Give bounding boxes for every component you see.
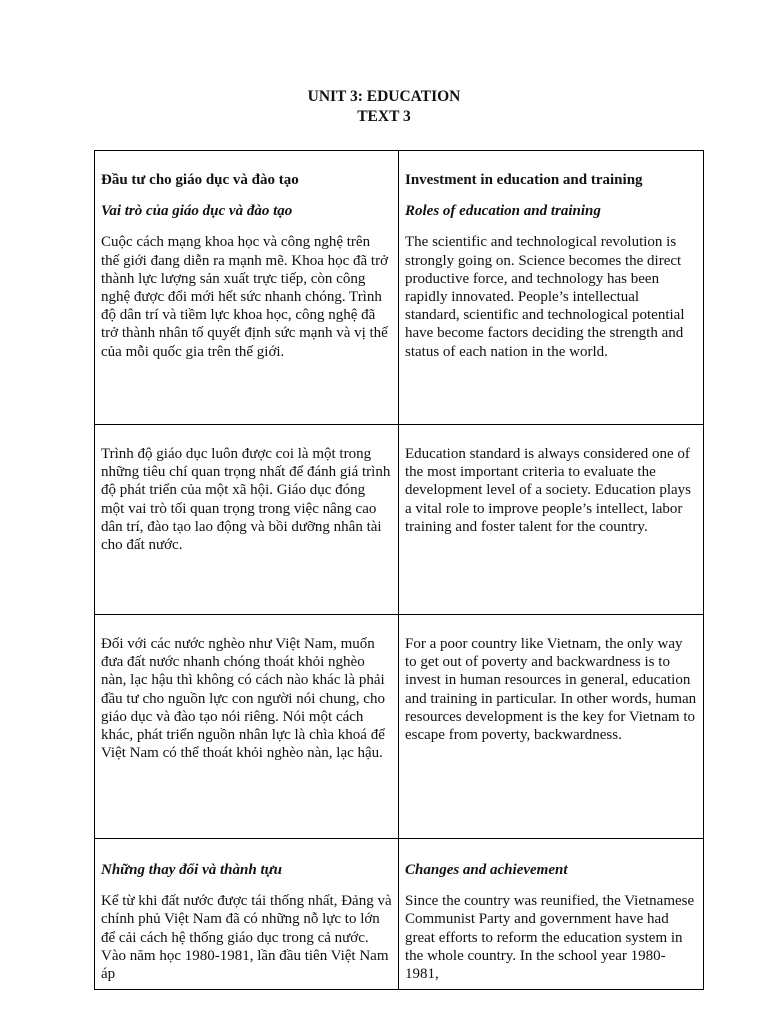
paragraph-en: The scientific and technological revolution is strongly going on. Science becomes the direct productive force, and technology has been rapidly innovated. People’s intellectual standard, scientific and technological potential have become factors deciding the strength and status of each nation in the world. [405, 234, 685, 360]
paragraph-vi: Cuộc cách mạng khoa học và công nghệ trên thế giới đang diễn ra mạnh mẽ. Khoa học đã trở thành lực lượng sản xuất trực tiếp, còn công nghệ được đổi mới hết sức nhanh chóng. Trình độ dân trí và tiềm lực khoa học, công nghệ đã trở thành nhân tố quyết định sức mạnh và vị thế của mỗi quốc gia trên thế giới. [101, 234, 389, 360]
unit-title: UNIT 3: EDUCATION [307, 88, 461, 105]
page-heading [0, 87, 768, 127]
paragraph-vi: Kể từ khi đất nước được tái thống nhất, Đảng và chính phủ Việt Nam đã có những nỗ lực to lớn để cải cách hệ thống giáo dục trong cả nước. Vào năm học 1980-1981, lần đầu tiên Việt Nam áp [101, 893, 392, 983]
vietnamese-cell [95, 615, 399, 839]
vietnamese-cell [95, 425, 399, 615]
section-subheading-vi: Những thay đổi và thành tựu [101, 862, 282, 878]
vietnamese-cell [95, 151, 399, 425]
paragraph-en: For a poor country like Vietnam, the only way to get out of poverty and backwardness is to invest in human resources in general, education and training in particular. In other words, human resources development is the key for Vietnam to escape from poverty, backwardness. [405, 636, 697, 744]
table-row [95, 615, 704, 839]
paragraph-vi: Đối với các nước nghèo như Việt Nam, muốn đưa đất nước nhanh chóng thoát khỏi nghèo nàn, lạc hậu thì không có cách nào khác là phải đầu tư cho nguồn lực con người nói chung, cho giáo dục và đào tạo nói riêng. Nói một cách khác, phát triển nguồn nhân lực là chìa khoá để Việt Nam có thể thoát khỏi nghèo nàn, lạc hậu. [101, 636, 385, 762]
section-subheading-en: Changes and achievement [405, 862, 568, 878]
paragraph-en: Since the country was reunified, the Vietnamese Communist Party and government have had great efforts to reform the education system in the whole country. In the school year 1980-1981, [405, 893, 695, 983]
table-row [95, 151, 704, 425]
table-row [95, 425, 704, 615]
text-number: TEXT 3 [357, 108, 411, 125]
paragraph-vi: Trình độ giáo dục luôn được coi là một trong những tiêu chí quan trọng nhất để đánh giá trình độ phát triển của một xã hội. Giáo dục đóng một vai trò tối quan trọng trong việc nâng cao dân trí, đào tạo lao động và bồi dưỡng nhân tài cho đất nước. [101, 446, 391, 554]
section-heading-vi: Đầu tư cho giáo dục và đào tạo [101, 172, 299, 188]
parallel-text-table [94, 150, 704, 990]
english-cell [399, 839, 704, 990]
paragraph-en: Education standard is always considered one of the most important criteria to evaluate the development level of a society. Education plays a vital role to improve people’s intellect, labor training and foster talent for the country. [405, 446, 692, 535]
table-row [95, 839, 704, 990]
section-subheading-en: Roles of education and training [405, 203, 601, 220]
english-cell [399, 425, 704, 615]
english-cell [399, 151, 704, 425]
section-heading-en: Investment in education and training [405, 172, 643, 188]
section-subheading-vi: Vai trò của giáo dục và đào tạo [101, 203, 293, 220]
english-cell [399, 615, 704, 839]
vietnamese-cell [95, 839, 399, 990]
